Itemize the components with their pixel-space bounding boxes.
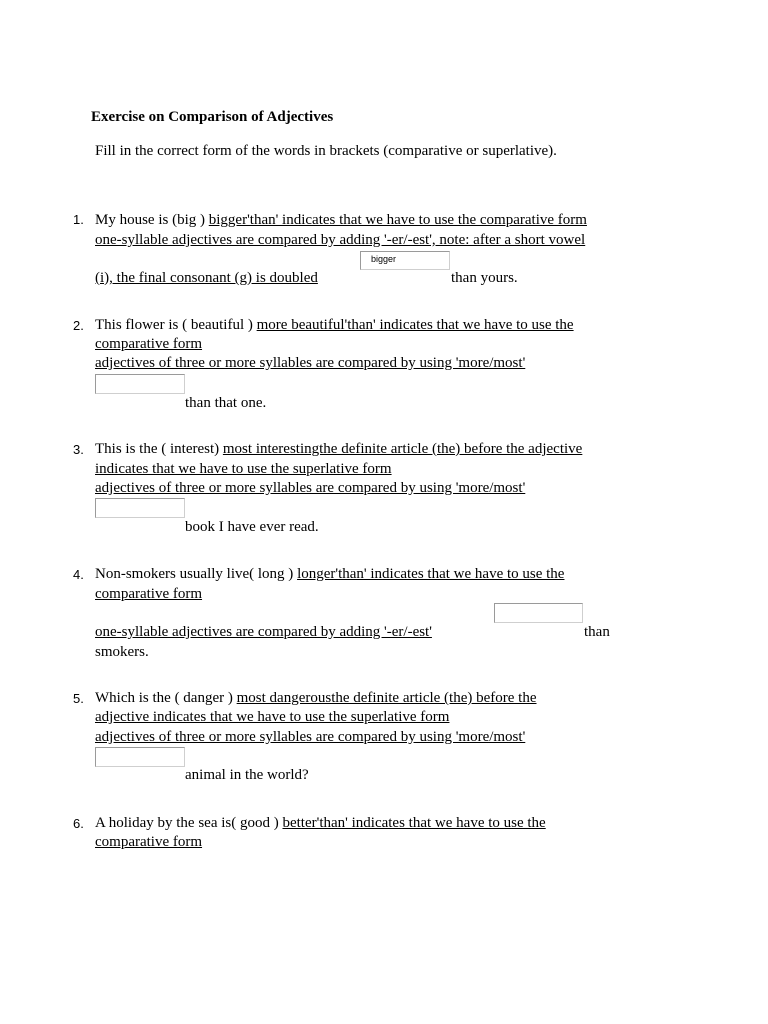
item-prompt: Which is the ( danger ) [95, 690, 233, 706]
item-explanation: one-syllable adjectives are compared by adding '-er/-est', note: after a short vowel [95, 232, 586, 248]
item-prompt: A holiday by the sea is( good ) [95, 815, 279, 831]
exercise-title: Exercise on Comparison of Adjectives [91, 109, 334, 125]
item-explanation: adjectives of three or more syllables are compared by using 'more/most' [95, 355, 526, 371]
item-line [95, 689, 537, 707]
item-line [95, 814, 546, 832]
item-explanation: bigger'than' indicates that we have to use the comparative form [208, 212, 587, 228]
item-line [95, 316, 574, 334]
item-suffix: animal in the world? [185, 767, 309, 783]
answer-input-3[interactable] [95, 498, 185, 518]
answer-input-1[interactable]: bigger [360, 251, 450, 270]
item-explanation: most interestingthe definite article (the) before the adjective [222, 441, 583, 457]
item-explanation: most dangerousthe definite article (the) before the [236, 690, 537, 706]
item-explanation: adjectives of three or more syllables are compared by using 'more/most' [95, 480, 526, 496]
item-explanation: comparative form [95, 834, 203, 850]
item-prompt: This flower is ( beautiful ) [95, 317, 253, 333]
item-explanation: adjective indicates that we have to use the superlative form [95, 709, 450, 725]
item-suffix: than that one. [185, 395, 267, 411]
item-line [95, 440, 582, 458]
item-number: 5. [73, 691, 84, 706]
item-line [95, 211, 587, 229]
item-explanation: indicates that we have to use the superlative form [95, 461, 392, 477]
item-explanation: comparative form [95, 586, 203, 602]
item-suffix: than yours. [451, 270, 518, 286]
item-suffix: than [584, 624, 610, 640]
answer-input-4[interactable] [494, 603, 583, 623]
item-prompt: This is the ( interest) [95, 441, 220, 457]
item-line [95, 565, 564, 583]
answer-input-2[interactable] [95, 374, 185, 394]
instruction-text: Fill in the correct form of the words in brackets (comparative or superlative). [95, 143, 557, 159]
item-explanation: one-syllable adjectives are compared by adding '-er/-est' [95, 624, 432, 640]
item-explanation: better'than' indicates that we have to use the [282, 815, 546, 831]
item-explanation: (i), the final consonant (g) is doubled [95, 270, 318, 286]
item-suffix: book I have ever read. [185, 519, 319, 535]
item-number: 6. [73, 816, 84, 831]
item-explanation: comparative form [95, 336, 203, 352]
item-explanation: more beautiful'than' indicates that we have to use the [256, 317, 574, 333]
item-prompt: My house is (big ) [95, 212, 205, 228]
item-prompt: Non-smokers usually live( long ) [95, 566, 294, 582]
answer-input-5[interactable] [95, 747, 185, 767]
item-number: 1. [73, 212, 84, 227]
item-suffix: smokers. [95, 644, 149, 660]
item-explanation: longer'than' indicates that we have to use the [297, 566, 565, 582]
item-explanation: adjectives of three or more syllables are compared by using 'more/most' [95, 729, 526, 745]
item-number: 3. [73, 442, 84, 457]
item-number: 4. [73, 567, 84, 582]
item-number: 2. [73, 318, 84, 333]
